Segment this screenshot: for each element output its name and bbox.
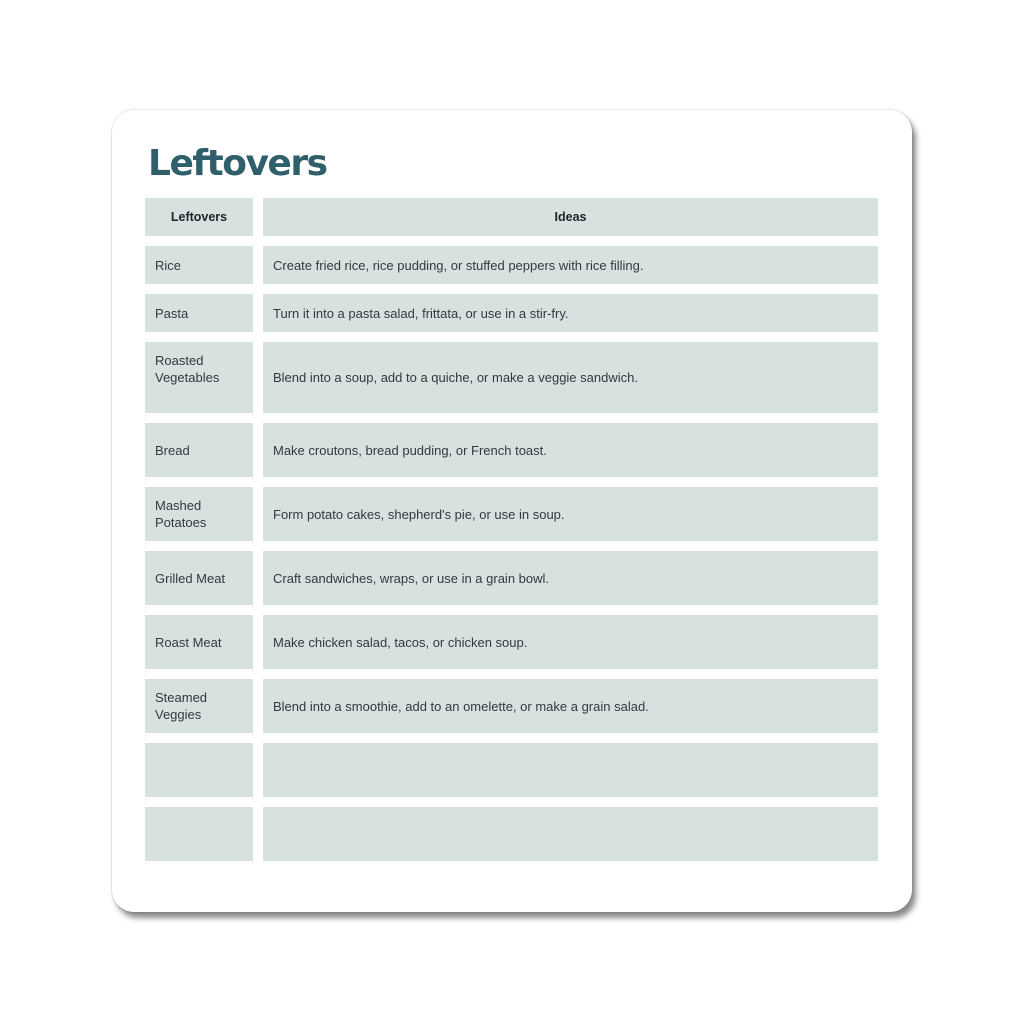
column-header-ideas: Ideas: [263, 198, 878, 236]
idea-cell: Form potato cakes, shepherd's pie, or use in soup.: [263, 487, 878, 541]
table-row: [145, 807, 878, 861]
leftover-item-cell: Grilled Meat: [145, 551, 253, 605]
table-row: [145, 246, 878, 284]
leftover-item-cell-empty[interactable]: [145, 743, 253, 797]
idea-cell: Craft sandwiches, wraps, or use in a grain bowl.: [263, 551, 878, 605]
idea-cell-empty[interactable]: [263, 807, 878, 861]
leftover-item-cell: Roasted Vegetables: [145, 342, 253, 413]
idea-cell: Make croutons, bread pudding, or French toast.: [263, 423, 878, 477]
leftovers-card: [112, 110, 912, 912]
table-row: [145, 679, 878, 733]
table-row: [145, 615, 878, 669]
idea-cell: Create fried rice, rice pudding, or stuffed peppers with rice filling.: [263, 246, 878, 284]
leftover-item-cell: Bread: [145, 423, 253, 477]
idea-cell: Make chicken salad, tacos, or chicken soup.: [263, 615, 878, 669]
leftover-item-cell-empty[interactable]: [145, 807, 253, 861]
idea-cell-empty[interactable]: [263, 743, 878, 797]
leftover-item-cell: Steamed Veggies: [145, 679, 253, 733]
leftover-item-cell: Roast Meat: [145, 615, 253, 669]
idea-cell: Turn it into a pasta salad, frittata, or use in a stir-fry.: [263, 294, 878, 332]
leftover-item-cell: Mashed Potatoes: [145, 487, 253, 541]
table-row: [145, 423, 878, 477]
table-row: [145, 743, 878, 797]
leftover-item-cell: Pasta: [145, 294, 253, 332]
column-header-leftovers: Leftovers: [145, 198, 253, 236]
table-row: [145, 487, 878, 541]
table-header-row: [145, 198, 878, 236]
page-title: Leftovers: [148, 143, 327, 184]
idea-cell: Blend into a soup, add to a quiche, or make a veggie sandwich.: [263, 342, 878, 413]
leftovers-table: [145, 198, 878, 871]
table-row: [145, 551, 878, 605]
table-row: [145, 294, 878, 332]
table-row: [145, 342, 878, 413]
idea-cell: Blend into a smoothie, add to an omelette, or make a grain salad.: [263, 679, 878, 733]
leftover-item-cell: Rice: [145, 246, 253, 284]
